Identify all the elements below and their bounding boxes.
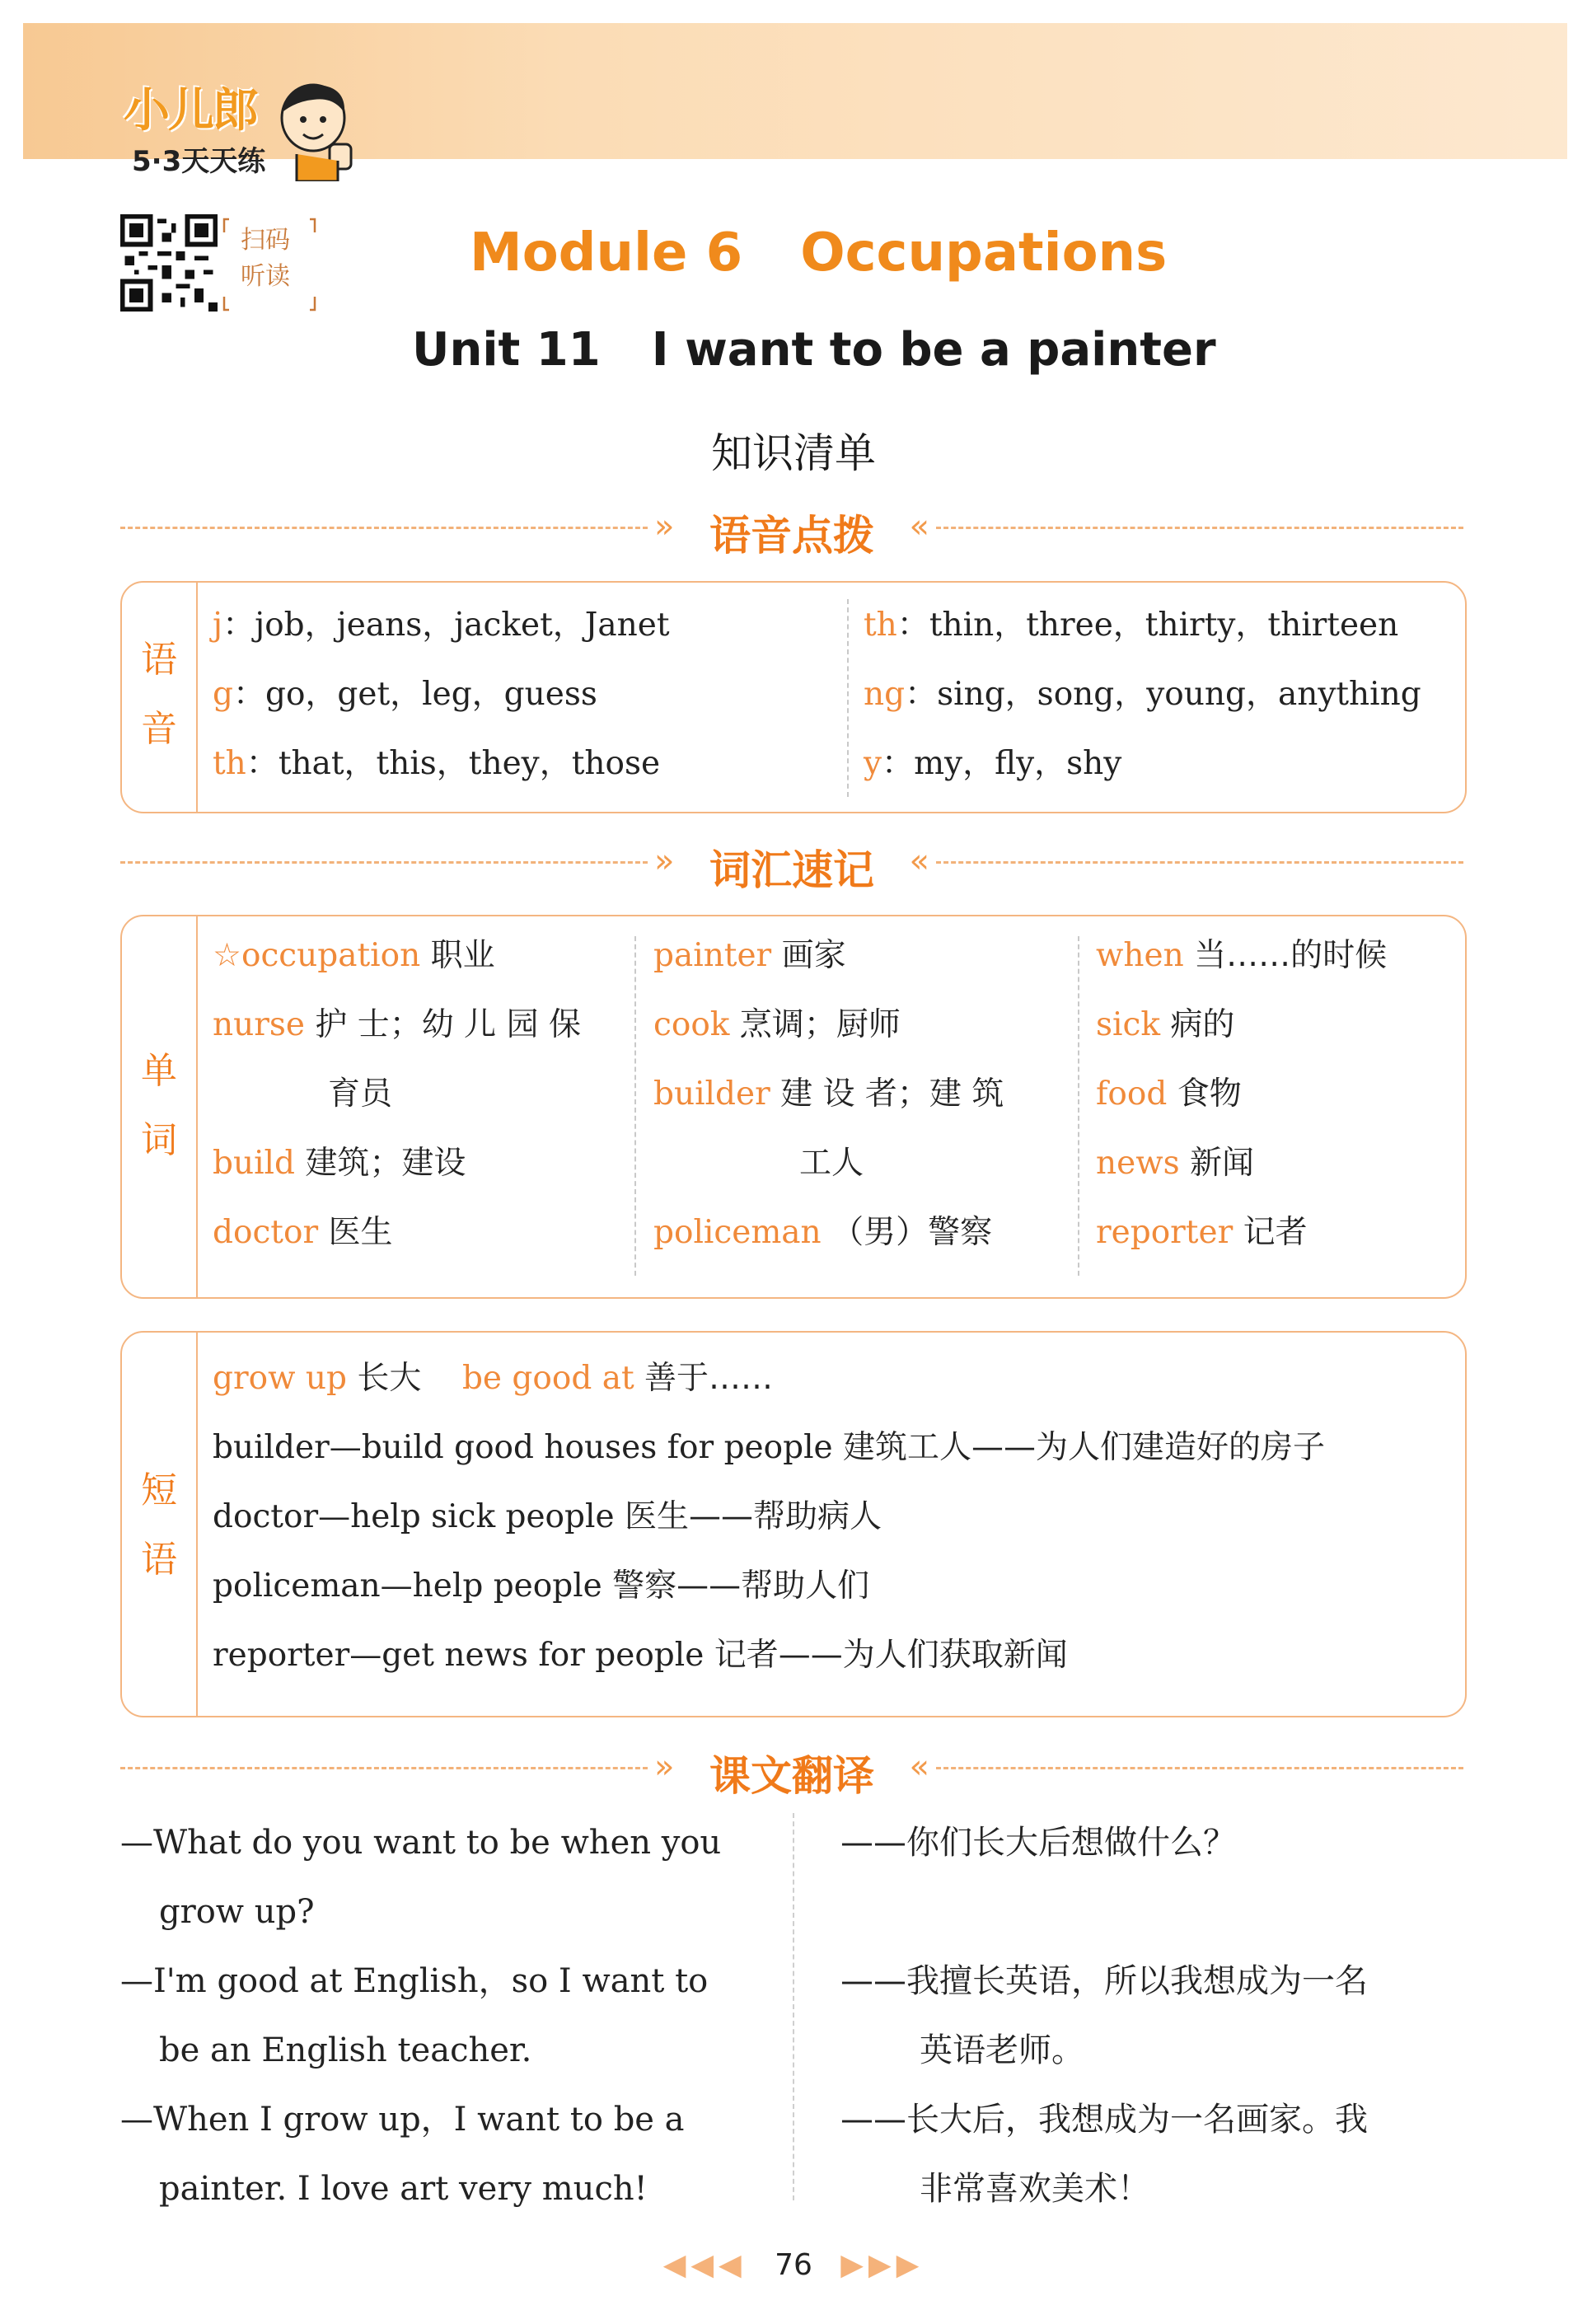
phonics-row: ng：sing，song，young，anything: [864, 676, 1421, 713]
phonics-row: j：job，jeans，jacket，Janet: [213, 607, 670, 644]
dialogue-divider: [793, 1813, 794, 2200]
column-divider: [847, 599, 849, 797]
word-entry: food 食物: [1096, 1075, 1242, 1113]
side-label: 语: [141, 1539, 177, 1581]
logo-title: 小儿郎: [124, 84, 257, 138]
unit-title: [412, 323, 1216, 377]
dialogue-line-zh: ——我擅长英语，所以我想成为一名: [840, 1962, 1368, 2000]
phonics-section-header: [120, 503, 1463, 560]
dialogue-line-en: —When I grow up，I want to be a: [120, 2101, 685, 2139]
translation-section-header: [120, 1743, 1463, 1800]
module-name: Occupations: [800, 223, 1168, 283]
phrases-side: [122, 1333, 198, 1716]
column-divider: [1078, 936, 1079, 1276]
phonics-row: y：my，fly，shy: [864, 745, 1122, 782]
phrase-row: reporter—get news for people 记者——为人们获取新闻: [213, 1637, 1068, 1674]
phrase-row: grow up 长大 be good at 善于……: [213, 1360, 774, 1397]
column-divider: [634, 936, 636, 1276]
word-entry: doctor 医生: [213, 1214, 393, 1251]
phrase-row: doctor—help sick people 医生——帮助病人: [213, 1498, 882, 1535]
dialogue-line-en: —What do you want to be when you: [120, 1824, 722, 1862]
phonics-row: th：that，this，they，those: [213, 745, 661, 782]
page-footer: [0, 2248, 1587, 2282]
logo-subtitle: 5·3天天练: [132, 145, 266, 178]
knowledge-list-title: 知识清单: [711, 429, 876, 477]
word-entry: painter 画家: [653, 937, 846, 974]
dialogue-line-en: be an English teacher.: [159, 2031, 532, 2069]
side-label: 单: [141, 1050, 177, 1092]
next-arrows-icon: ▶▶▶: [840, 2248, 925, 2282]
side-label: 词: [141, 1119, 177, 1161]
right-arrow-icon: »: [654, 842, 675, 880]
word-entry: 工人: [799, 1145, 864, 1182]
word-entry: cook 烹调；厨师: [653, 1006, 901, 1043]
dialogue-line-zh: ——你们长大后想做什么？: [840, 1824, 1236, 1862]
dialogue-line-en: painter. I love art very much!: [159, 2170, 648, 2208]
phonics-row: g：go，get，leg，guess: [213, 676, 597, 713]
phrase-row: builder—build good houses for people 建筑工人——为人们建造好的房子: [213, 1429, 1326, 1466]
right-arrow-icon: »: [654, 1748, 675, 1786]
page-number: 76: [775, 2248, 812, 2282]
side-label: 音: [141, 708, 177, 750]
dialogue-line-zh: ——长大后，我想成为一名画家。我: [840, 2101, 1368, 2139]
side-label: 语: [141, 639, 177, 681]
translation-section-title: 课文翻译: [709, 1752, 874, 1800]
dialogue-line-en: grow up?: [159, 1893, 315, 1931]
vocab-section-header: [120, 837, 1463, 894]
mascot-icon: [272, 78, 363, 181]
word-entry: 育员: [328, 1075, 393, 1113]
module-title: [470, 223, 1167, 283]
word-entry: ☆occupation 职业: [213, 937, 495, 974]
words-box: [120, 915, 1467, 1299]
word-entry: policeman （男）警察: [653, 1214, 993, 1251]
phonics-side: [122, 583, 198, 812]
word-entry: news 新闻: [1096, 1145, 1255, 1182]
word-entry: nurse 护 士；幼 儿 园 保: [213, 1006, 581, 1043]
left-arrow-icon: «: [909, 842, 929, 880]
scan-label: 扫码听读: [241, 226, 290, 291]
prev-arrows-icon: ◀◀◀: [662, 2248, 747, 2282]
module-number: Module 6: [470, 223, 743, 283]
vocab-section-title: 词汇速记: [709, 846, 874, 894]
qr-code-icon: [120, 214, 218, 312]
right-arrow-icon: »: [654, 508, 675, 546]
phonics-box: [120, 581, 1467, 813]
dialogue-line-zh: 英语老师。: [920, 2031, 1084, 2069]
phrase-row: policeman—help people 警察——帮助人们: [213, 1567, 870, 1605]
word-entry: reporter 记者: [1096, 1214, 1308, 1251]
word-entry: sick 病的: [1096, 1006, 1235, 1043]
words-side: [122, 916, 198, 1297]
dialogue-line-en: —I'm good at English，so I want to: [120, 1962, 709, 2000]
unit-name: I want to be a painter: [651, 323, 1216, 377]
word-entry: build 建筑；建设: [213, 1145, 466, 1182]
word-entry: builder 建 设 者；建 筑: [653, 1075, 1004, 1113]
phrases-box: [120, 1331, 1467, 1717]
dialogue-line-zh: 非常喜欢美术！: [920, 2170, 1150, 2208]
phonics-section-title: 语音点拨: [709, 512, 874, 560]
word-entry: when 当……的时候: [1096, 937, 1388, 974]
unit-number: Unit 11: [412, 323, 601, 377]
left-arrow-icon: «: [909, 508, 929, 546]
phonics-row: th：thin，three，thirty，thirteen: [864, 607, 1399, 644]
side-label: 短: [141, 1469, 177, 1511]
left-arrow-icon: «: [909, 1748, 929, 1786]
